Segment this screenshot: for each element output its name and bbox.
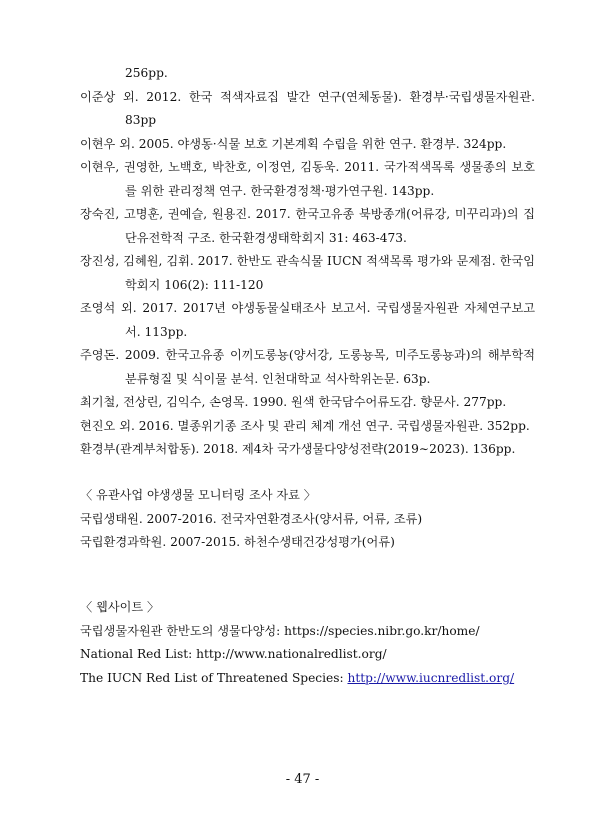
monitoring-item: 국립환경과학원. 2007-2015. 하천수생태건강성평가(어류)	[80, 535, 395, 549]
monitoring-heading: 〈 유관사업 야생생물 모니터링 조사 자료 〉	[80, 488, 316, 502]
reference-entry: 조영석 외. 2017. 2017년 야생동물실태조사 보고서. 국립생물자원관 자체연구보고서. 113pp.	[80, 301, 535, 339]
reference-entry: 최기철, 전상린, 김익수, 손영목. 1990. 원색 한국담수어류도감. 향문사. 277pp.	[80, 395, 507, 409]
reference-entry: 주영돈. 2009. 한국고유종 이끼도롱뇽(양서강, 도롱뇽목, 미주도롱뇽과)의 해부학적 분류형질 및 식이물 분석. 인천대학교 석사학위논문. 63p.	[80, 348, 535, 386]
website-item	[80, 620, 540, 644]
page-number: - 47 -	[285, 772, 320, 787]
reference-list	[80, 62, 535, 462]
websites-section	[80, 596, 540, 690]
website-item	[80, 667, 540, 691]
website-label: 국립생물자원관 한반도의 생물다양성:	[80, 623, 285, 638]
reference-entry: 장진성, 김혜원, 김휘. 2017. 한반도 관속식물 IUCN 적색목록 평가와 문제점. 한국임학회지 106(2): 111-120	[80, 254, 535, 292]
reference-entry: 이현우 외. 2005. 야생동·식물 보호 기본계획 수립을 위한 연구. 환경부. 324pp.	[80, 136, 507, 151]
website-label: National Red List:	[80, 647, 197, 661]
iucn-red-list-link[interactable]: http://www.iucnredlist.org/	[347, 670, 515, 685]
monitoring-section	[80, 484, 540, 555]
monitoring-item: 국립생태원. 2007-2016. 전국자연환경조사(양서류, 어류, 조류)	[80, 511, 423, 526]
reference-entry: 이준상 외. 2012. 한국 적색자료집 발간 연구(연체동물). 환경부·국립생물자원관. 83pp	[80, 89, 535, 127]
reference-entry: 이현우, 권영한, 노백호, 박찬호, 이정연, 김동욱. 2011. 국가적색목록 생물종의 보호를 위한 관리정책 연구. 한국환경정책·평가연구원. 143pp.	[80, 160, 535, 198]
website-url: https://species.nibr.go.kr/home/	[284, 623, 480, 638]
website-url: http://www.nationalredlist.org/	[196, 647, 387, 661]
websites-heading: 〈 웹사이트 〉	[80, 600, 160, 614]
reference-entry: 환경부(관계부처합동). 2018. 제4차 국가생물다양성전략(2019∼2023). 136pp.	[80, 442, 516, 456]
reference-entry: 256pp.	[125, 66, 168, 80]
website-label: The IUCN Red List of Threatened Species:	[80, 670, 348, 685]
reference-entry: 장숙진, 고명훈, 권예슬, 원용진. 2017. 한국고유종 북방종개(어류강, 미꾸리과)의 집단유전학적 구조. 한국환경생태학회지 31: 463-473.	[80, 207, 535, 245]
website-item	[80, 643, 540, 667]
reference-entry: 현진오 외. 2016. 멸종위기종 조사 및 관리 체계 개선 연구. 국립생물자원관. 352pp.	[80, 418, 530, 433]
